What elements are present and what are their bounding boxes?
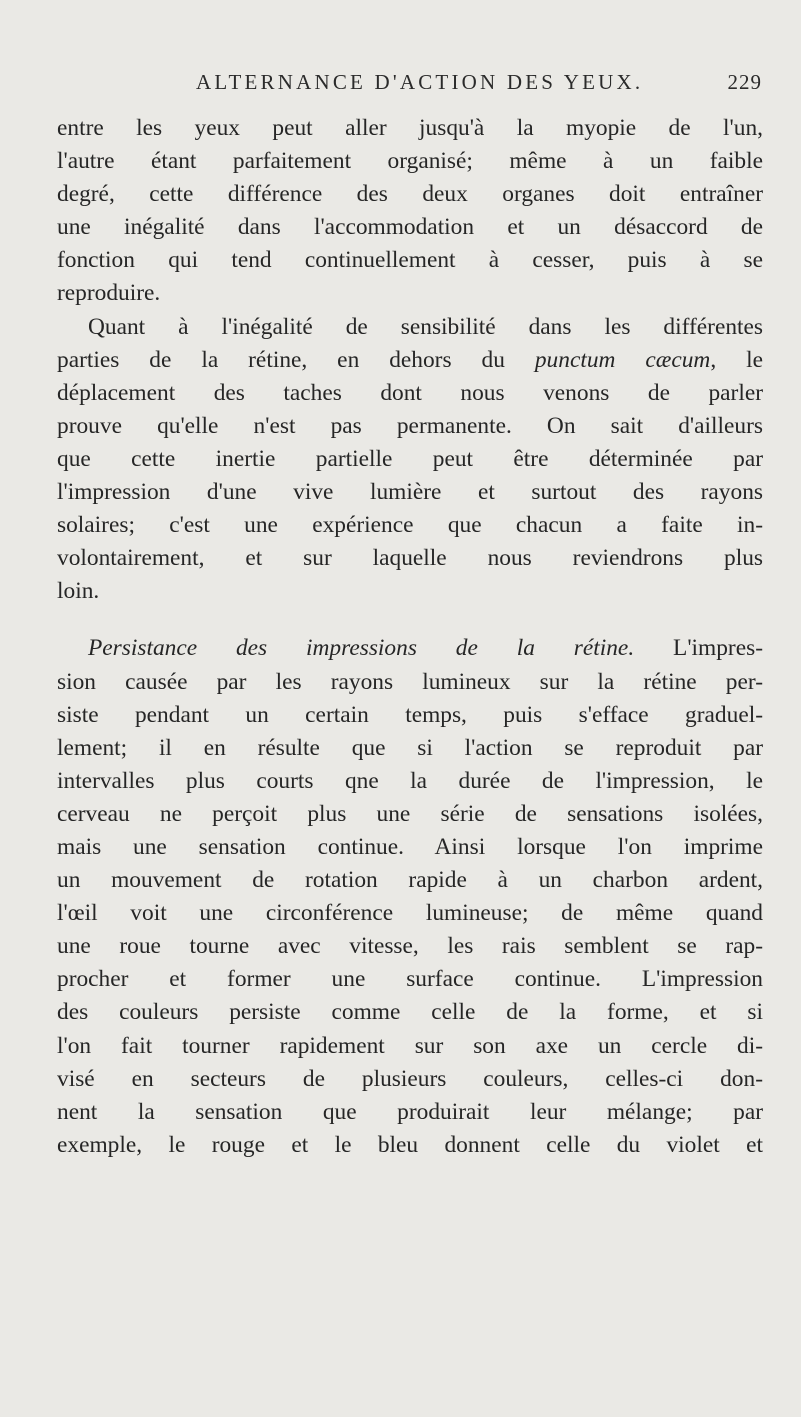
text-line: l'on fait tourner rapidement sur son axe un cercle di- (57, 1032, 763, 1059)
text-run: L'impres- (634, 635, 763, 662)
text-line: lement; il en résulte que si l'action se reproduit par (57, 734, 763, 761)
text-line: une roue tourne avec vitesse, les rais semblent se rap- (57, 933, 763, 960)
text-line: siste pendant un certain temps, puis s'efface graduel- (57, 701, 763, 728)
text-line: intervalles plus courts qne la durée de l'impression, le (57, 767, 763, 794)
text-line: déplacement des taches dont nous venons de parler (57, 379, 763, 406)
text-line: degré, cette différence des deux organes doit entraîner (57, 181, 763, 208)
text-line (57, 344, 763, 377)
text-line: volontairement, et sur laquelle nous reviendrons plus (57, 545, 763, 572)
text-line: nent la sensation que produirait leur mélange; par (57, 1098, 763, 1125)
text-line (57, 632, 763, 665)
text-line: cerveau ne perçoit plus une série de sensations isolées, (57, 800, 763, 827)
text-line: l'autre étant parfaitement organisé; même à un faible (57, 148, 763, 175)
text-line: exemple, le rouge et le bleu donnent celle du violet et (57, 1131, 763, 1158)
text-line: l'impression d'une vive lumière et surtout des rayons (57, 479, 763, 506)
paragraph-gap (57, 608, 763, 632)
paragraph-3 (57, 632, 763, 1162)
text-run: , le (710, 346, 763, 373)
text-line: que cette inertie partielle peut être déterminée par (57, 445, 763, 472)
text-line: sion causée par les rayons lumineux sur la rétine per- (57, 668, 763, 695)
page-number: 229 (727, 70, 762, 94)
text-line: des couleurs persiste comme celle de la forme, et si (57, 999, 763, 1026)
paragraph-1 (57, 112, 763, 311)
text-line: loin. (57, 578, 100, 605)
text-line: Quant à l'inégalité de sensibilité dans les différentes (88, 313, 763, 340)
running-title: ALTERNANCE D'ACTION DES YEUX. (196, 70, 644, 94)
paragraph-2 (57, 311, 763, 609)
body-text (57, 112, 763, 1162)
text-run: parties de la rétine, en dehors du (57, 346, 535, 373)
text-line: l'œil voit une circonférence lumineuse; de même quand (57, 900, 763, 927)
latin-term: punctum cæcum (534, 346, 711, 373)
text-line: prouve qu'elle n'est pas permanente. On sait d'ailleurs (57, 412, 763, 439)
text-line: mais une sensation continue. Ainsi lorsque l'on imprime (57, 833, 763, 860)
text-line: une inégalité dans l'accommodation et un désaccord de (57, 214, 763, 241)
text-line: procher et former une surface continue. L'impression (57, 966, 763, 993)
text-line: un mouvement de rotation rapide à un charbon ardent, (57, 867, 763, 894)
text-line: reproduire. (57, 280, 161, 307)
text-line: solaires; c'est une expérience que chacun a faite in- (57, 512, 763, 539)
text-line: visé en secteurs de plusieurs couleurs, celles-ci don- (57, 1065, 763, 1092)
text-line: entre les yeux peut aller jusqu'à la myopie de l'un, (57, 115, 763, 141)
section-heading: Persistance des impressions de la rétine. (88, 635, 635, 662)
text-line: fonction qui tend continuellement à cesser, puis à se (57, 247, 763, 274)
